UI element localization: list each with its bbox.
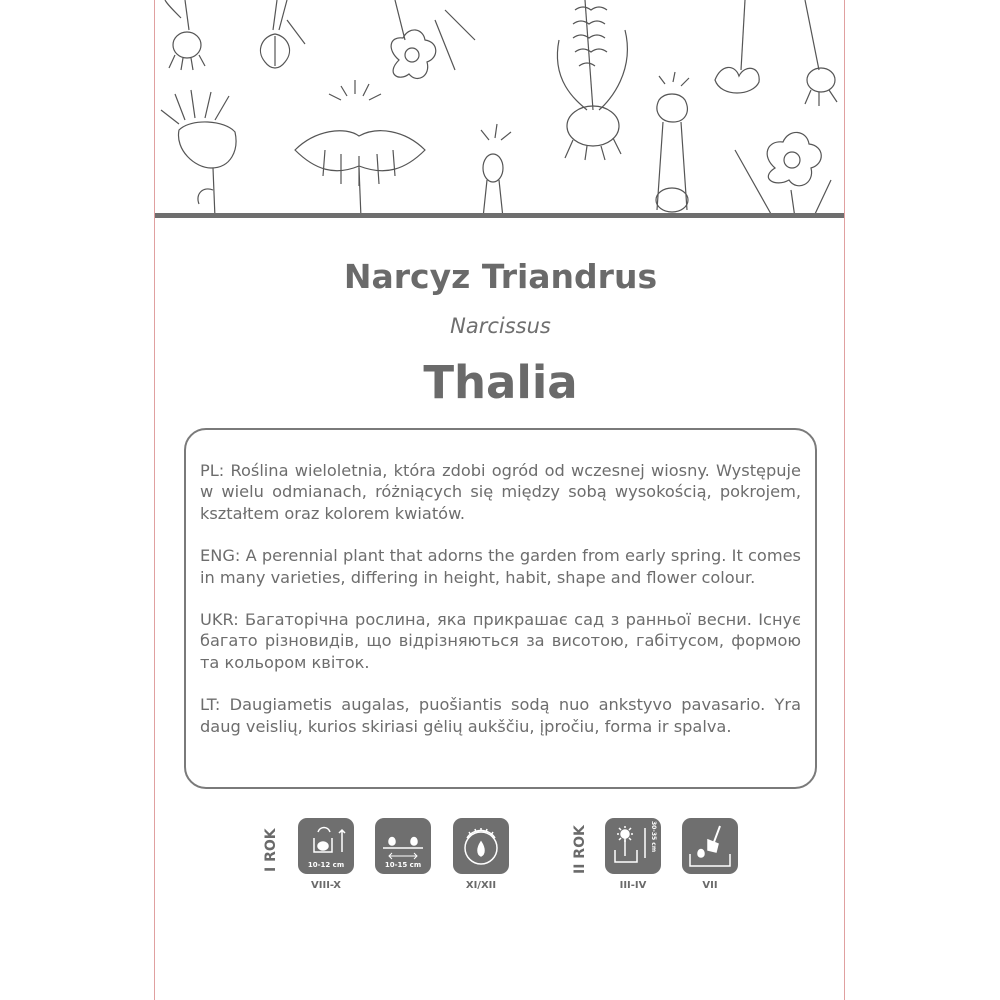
- bulb-illustration-4: [656, 72, 689, 212]
- latin-name: Narcissus: [450, 314, 551, 338]
- year-2-label: II ROK: [572, 825, 588, 874]
- description-eng: ENG: A perennial plant that adorns the garden from early spring. It comes in many varieties, differing in height, habit, shape and flower colour.: [200, 546, 801, 587]
- bulb-illustration-1: [165, 0, 205, 70]
- frost-protection-icon: [453, 818, 509, 874]
- bulb-spacing-label: 10-15 cm: [384, 861, 422, 869]
- header-divider: [155, 213, 845, 218]
- botanical-illustration: [155, 0, 845, 218]
- description-box: [184, 428, 817, 789]
- description-ukr: UKR: Багаторічна рослина, яка прикрашає сад з ранньої весни. Існує багато різновидів, що відрізняються за висотою, габітусом, формою та кольором квіток.: [200, 610, 801, 672]
- hyacinth-illustration: [557, 0, 627, 160]
- dig-up-bulbs-icon: [682, 818, 738, 874]
- narcissus-illustration-1: [391, 0, 475, 78]
- care-icons-row: [155, 812, 845, 902]
- planting-depth-icon: [298, 818, 354, 874]
- flowering-height-label: 30-35 cm: [650, 821, 657, 853]
- description-pl: PL: Roślina wieloletnia, która zdobi ogród od wczesnej wiosny. Występuje w wielu odmianach, różniących się między sobą wysokością, pokrojem, kształtem oraz kolorem kwiatów.: [200, 461, 801, 523]
- planting-period: VIII-X: [311, 880, 341, 891]
- narcissus-illustration-2: [735, 132, 831, 218]
- flowering-period: III-IV: [619, 880, 647, 891]
- frost-protection-period: XI/XII: [465, 880, 497, 891]
- description-lt: LT: Daugiametis augalas, puošiantis sodą nuo ankstyvo pavasario. Yra daug veislių, kurios skiriasi gėlių aukščiu, įpročiu, forma ir spalva.: [200, 695, 801, 736]
- bulb-illustration-2: [715, 0, 837, 106]
- seed-packet-card: [154, 0, 845, 1000]
- cultivar-name: Thalia: [423, 356, 578, 409]
- dig-up-period: VII: [702, 880, 718, 891]
- fritillaria-illustration: [295, 80, 425, 218]
- year-1-label: I ROK: [263, 828, 279, 872]
- flowering-height-icon: [605, 818, 661, 874]
- common-name-title: Narcyz Triandrus: [343, 257, 658, 296]
- bulb-spacing-icon: [375, 818, 431, 874]
- allium-illustration: [161, 90, 236, 218]
- bulb-illustration-3: [481, 124, 511, 218]
- crocus-illustration: [260, 0, 305, 68]
- planting-depth-label: 10-12 cm: [307, 861, 345, 869]
